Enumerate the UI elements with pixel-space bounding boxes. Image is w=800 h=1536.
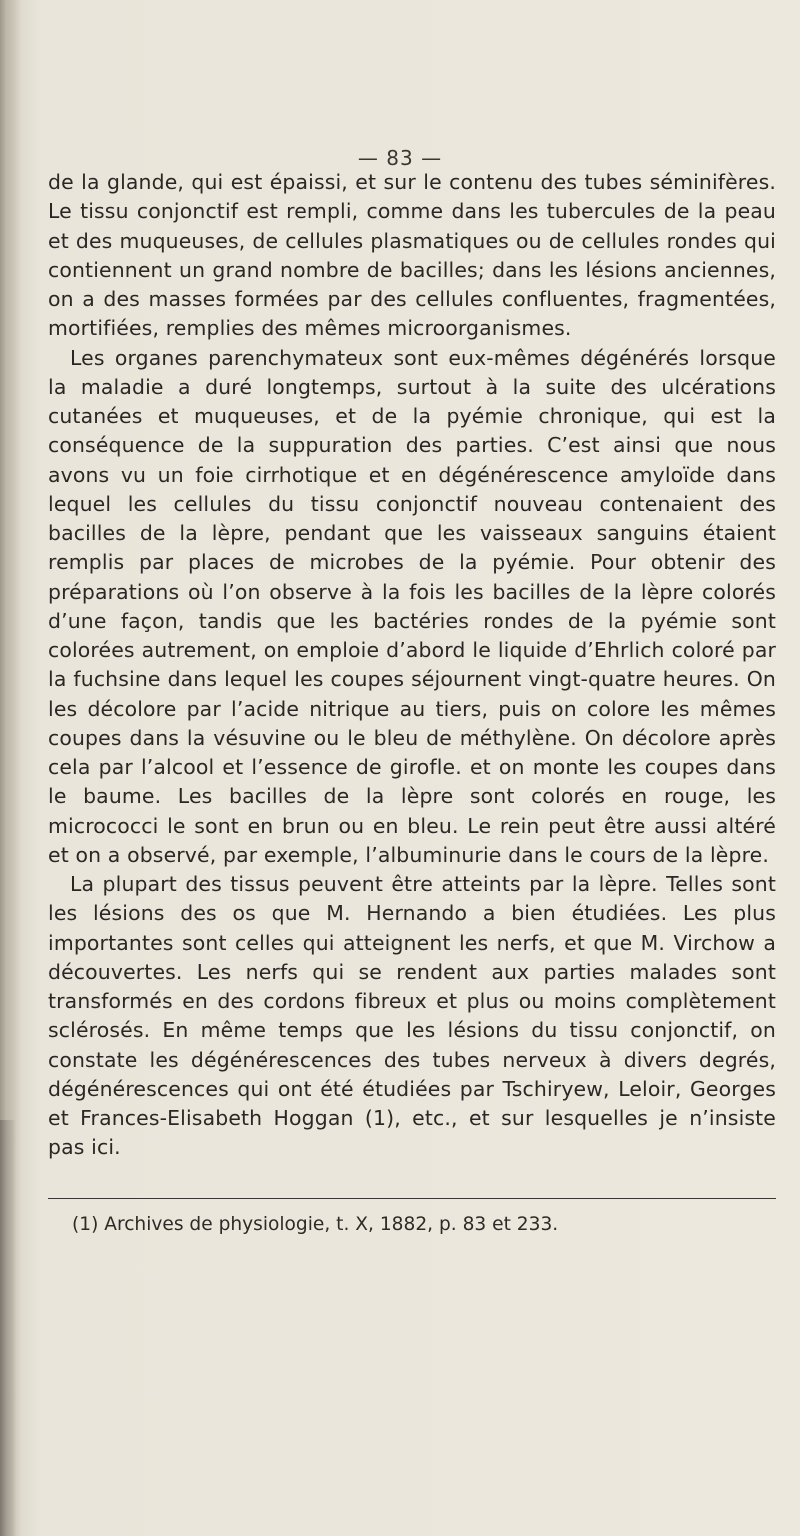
paragraph-3: La plupart des tissus peuvent être atteints par la lèpre. Telles sont les lésions des os que M. Hernando a bien étudiées. Les plus importantes sont celles qui atteignent les nerfs, et que M. Virchow a découvertes. Les nerfs qui se rendent aux parties malades sont transformés en des cordons fibreux et plus ou moins complètement sclérosés. En même temps que les lésions du tissu conjonctif, on constate les dégénérescences des tubes nerveux à divers degrés, dégénérescences qui ont été étudiées par Tschiryew, Leloir, Georges et Frances-Elisabeth Hoggan (1), etc., et sur lesquelles je n’insiste pas ici.: [48, 872, 776, 1160]
binding-gutter-shadow-lower: [0, 1120, 16, 1536]
paragraph-1: de la glande, qui est épaissi, et sur le contenu des tubes séminifères. Le tissu conjonctif est rempli, comme dans les tubercules de la peau et des muqueuses, de cellules plasmatiques ou de cellules rondes qui contiennent un grand nombre de bacilles; dans les lésions anciennes, on a des masses formées par des cellules confluentes, fragmentées, mortifiées, remplies des mêmes microorganismes.: [48, 170, 776, 341]
footnote: (1) Archives de physiologie, t. X, 1882, p. 83 et 233.: [72, 1214, 559, 1235]
body-text: [48, 168, 776, 1163]
page-number: — 83 —: [357, 146, 443, 170]
footnote-rule: [48, 1198, 776, 1199]
paragraph-2: Les organes parenchymateux sont eux-mêmes dégénérés lorsque la maladie a duré longtemps, surtout à la suite des ulcérations cutanées et muqueuses, et de la pyémie chronique, qui est la conséquence de la suppuration des parties. C’est ainsi que nous avons vu un foie cirrhotique et en dégénérescence amyloïde dans lequel les cellules du tissu conjonctif nouveau contenaient des bacilles de la lèpre, pendant que les vaisseaux sanguins étaient remplis par places de microbes de la pyémie. Pour obtenir des préparations où l’on observe à la fois les bacilles de la lèpre colorés d’une façon, tandis que les bactéries rondes de la pyémie sont colorées autrement, on emploie d’abord le liquide d’Ehrlich coloré par la fuchsine dans lequel les coupes séjournent vingt-quatre heures. On les décolore par l’acide nitrique au tiers, puis on colore les mêmes coupes dans la vésuvine ou le bleu de méthylène. On décolore après cela par l’alcool et l’essence de girofle. et on monte les coupes dans le baume. Les bacilles de la lèpre sont colorés en rouge, les micrococci le sont en brun ou en bleu. Le rein peut être aussi altéré et on a observé, par exemple, l’albuminurie dans le cours de la lèpre.: [48, 345, 776, 867]
